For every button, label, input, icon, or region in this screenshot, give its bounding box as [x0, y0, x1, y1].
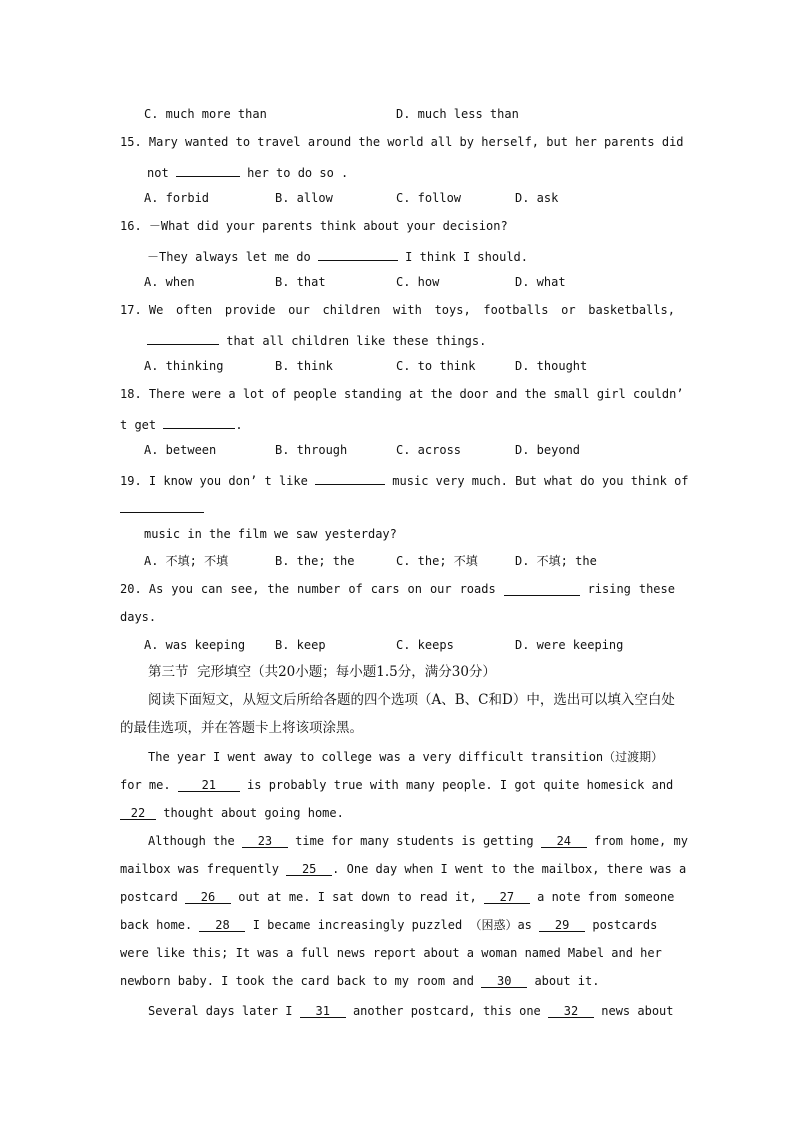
word: of — [348, 582, 363, 596]
q16-stem-part: －They always let me do — [147, 250, 318, 264]
passage-line: were like this; It was a full news report about a woman named Mabel and her — [120, 946, 662, 960]
word: on — [407, 582, 422, 596]
q19-stem-line3: music in the film we saw yesterday? — [144, 527, 397, 541]
q19-stem-part: music very much. But what do you think of — [385, 474, 689, 488]
passage-line — [148, 833, 688, 849]
blank-25: 25 — [286, 861, 332, 876]
passage-text: mailbox was frequently — [120, 862, 287, 876]
q15-option-d: D. ask — [515, 191, 559, 205]
q19-option-d: D. 不填; the — [515, 554, 597, 568]
blank-26: 26 — [185, 889, 231, 904]
q20-stem — [120, 581, 675, 597]
answer-blank — [120, 498, 204, 513]
answer-blank — [147, 330, 219, 345]
q18-option-c: C. across — [396, 443, 462, 457]
passage-text: another postcard, this one — [345, 1004, 549, 1018]
q19-stem-line2 — [120, 498, 204, 517]
passage-line: The year I went away to college was a very difficult transition（过渡期） — [148, 750, 664, 764]
q15-option-c: C. follow — [396, 191, 462, 205]
word: toys, — [434, 303, 471, 317]
word: 20. As — [120, 582, 164, 596]
blank-31: 31 — [300, 1003, 346, 1018]
q16-stem: 16. －What did your parents think about your decision? — [120, 219, 508, 233]
q17-option-b: B. think — [275, 359, 333, 373]
q15-stem-part: her to do so . — [239, 166, 349, 180]
q16-option-b: B. that — [275, 275, 326, 289]
q15-stem-part: not — [147, 166, 176, 180]
passage-line — [120, 973, 599, 989]
q20-option-c: C. keeps — [396, 638, 454, 652]
q18-stem-part: t get — [120, 418, 164, 432]
word: 17. We — [120, 303, 164, 317]
q17-stem-line2 — [147, 330, 486, 349]
word: rising — [587, 582, 631, 596]
word: our — [429, 582, 452, 596]
q16-option-a: A. when — [144, 275, 195, 289]
passage-line — [120, 805, 344, 821]
passage-text: a note from someone — [529, 890, 675, 904]
passage-line — [120, 889, 674, 905]
blank-24: 24 — [541, 833, 587, 848]
q19-option-c: C. the; 不填 — [396, 554, 478, 568]
q14-option-c: C. much more than — [144, 107, 267, 121]
passage-text: out at me. I sat down to read it, — [231, 890, 484, 904]
passage-text: back home. — [120, 918, 200, 932]
blank-32: 32 — [548, 1003, 594, 1018]
q19-stem-part: 19. I know you don’ t like — [120, 474, 316, 488]
q19-option-b: B. the; the — [275, 554, 355, 568]
q19-option-a: A. 不填; 不填 — [144, 554, 229, 568]
passage-text: . One day when I went to the mailbox, there was a — [332, 862, 687, 876]
blank-30: 30 — [481, 973, 527, 988]
passage-text: thought about going home. — [156, 806, 344, 820]
passage-text: Several days later I — [148, 1004, 300, 1018]
passage-text: news about — [594, 1004, 674, 1018]
answer-blank — [163, 414, 235, 429]
word: footballs — [483, 303, 549, 317]
q18-stem-line2 — [120, 414, 243, 433]
q16-option-d: D. what — [515, 275, 566, 289]
q19-stem — [120, 470, 689, 489]
q18-option-d: D. beyond — [515, 443, 581, 457]
q15-option-b: B. allow — [275, 191, 333, 205]
q20-option-a: A. was keeping — [144, 638, 246, 652]
blank-27: 27 — [484, 889, 530, 904]
q17-stem — [120, 302, 675, 318]
blank-28: 28 — [199, 917, 245, 932]
passage-line — [148, 1003, 674, 1019]
word: with — [392, 303, 422, 317]
passage-text: I became increasingly puzzled （困惑）as — [245, 918, 540, 932]
q17-stem-part: that all children like these things. — [219, 334, 487, 348]
blank-22: 22 — [120, 805, 156, 820]
section-title: 第三节 完形填空（共20小题；每小题1.5分，满分30分） — [148, 664, 496, 680]
q17-option-a: A. thinking — [144, 359, 224, 373]
passage-text: is probably true with many people. I got quite homesick and — [239, 778, 674, 792]
passage-text: for me. — [120, 778, 178, 792]
word: roads — [459, 582, 496, 596]
q17-option-c: C. to think — [396, 359, 476, 373]
section-instructions-line2: 的最佳选项，并在答题卡上将该项涂黑。 — [120, 720, 363, 736]
q15-stem-line2 — [147, 162, 348, 181]
answer-blank — [318, 246, 398, 261]
word: basketballs, — [588, 303, 675, 317]
passage-text: newborn baby. I took the card back to my room and — [120, 974, 482, 988]
passage-line — [120, 777, 673, 793]
q18-option-a: A. between — [144, 443, 217, 457]
passage-line — [120, 917, 657, 933]
q18-option-b: B. through — [275, 443, 348, 457]
passage-text: postcards — [585, 918, 658, 932]
passage-text: time for many students is getting — [287, 834, 541, 848]
q16-option-c: C. how — [396, 275, 440, 289]
q15-stem: 15. Mary wanted to travel around the world all by herself, but her parents did — [120, 135, 684, 149]
answer-blank — [315, 470, 385, 485]
blank-23: 23 — [242, 833, 288, 848]
word: or — [561, 303, 576, 317]
word: you — [171, 582, 193, 596]
q18-stem-part: . — [235, 418, 243, 432]
word: provide — [224, 303, 276, 317]
passage-line — [120, 861, 686, 877]
answer-blank — [504, 581, 580, 596]
word: number — [297, 582, 341, 596]
q18-stem: 18. There were a lot of people standing at the door and the small girl couldn’ — [120, 387, 684, 401]
q15-option-a: A. forbid — [144, 191, 210, 205]
q20-option-d: D. were keeping — [515, 638, 624, 652]
blank-21: 21 — [178, 777, 240, 792]
q17-option-d: D. thought — [515, 359, 588, 373]
word: can — [200, 582, 223, 596]
word: these — [638, 582, 675, 596]
word: see, — [230, 582, 260, 596]
section-instructions-line1: 阅读下面短文，从短文后所给各题的四个选项（A、B、C和D）中，选出可以填入空白处 — [148, 692, 675, 708]
word: our — [288, 303, 310, 317]
q20-option-b: B. keep — [275, 638, 326, 652]
word: often — [176, 303, 213, 317]
q14-option-d: D. much less than — [396, 107, 519, 121]
word: the — [267, 582, 290, 596]
passage-text: Although the — [148, 834, 242, 848]
blank-29: 29 — [539, 917, 585, 932]
q16-stem-part: I think I should. — [397, 250, 528, 264]
word: cars — [370, 582, 400, 596]
passage-text: postcard — [120, 890, 186, 904]
answer-blank — [176, 162, 240, 177]
q20-stem-line2: days. — [120, 610, 157, 624]
passage-text: about it. — [527, 974, 600, 988]
word: children — [322, 303, 381, 317]
passage-text: from home, my — [586, 834, 688, 848]
q16-stem-line2 — [147, 246, 528, 265]
